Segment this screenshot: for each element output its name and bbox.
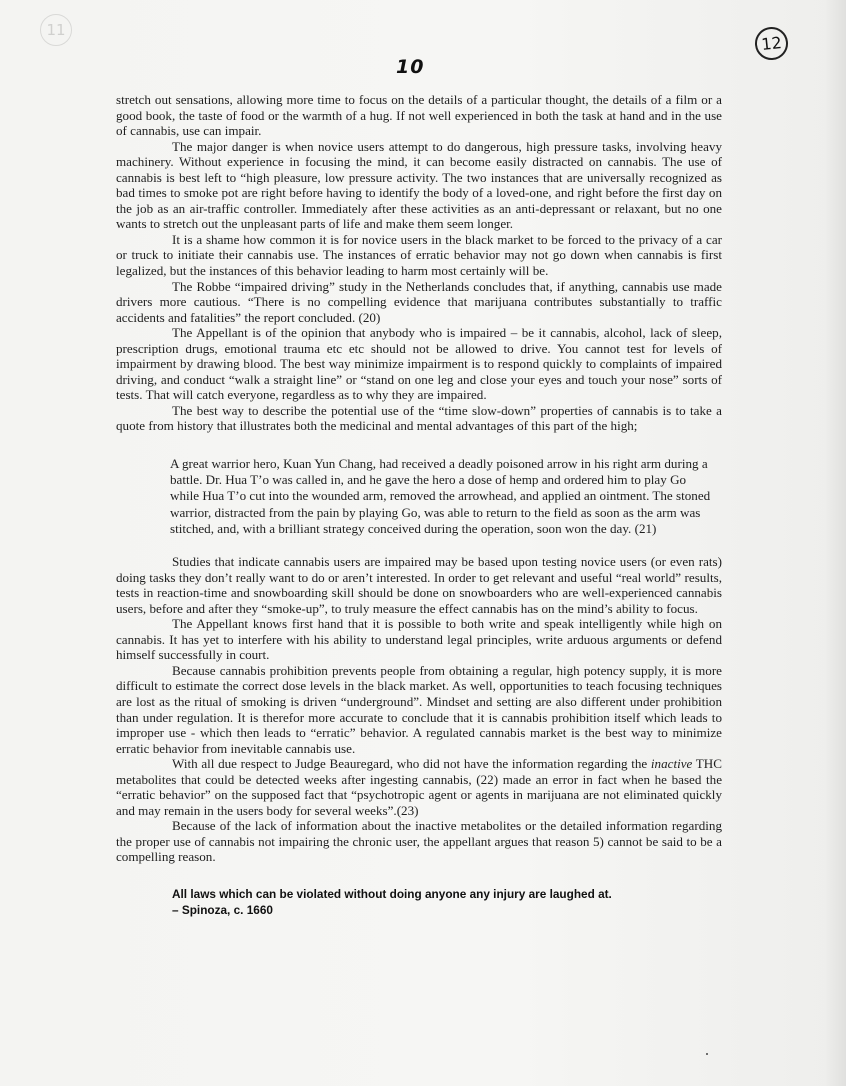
paragraph-6: The best way to describe the potential use of the “time slow-down” properties of cannabis is to take a quote from history that illustrates both the medicinal and mental advantages of this part of the high; [116,402,722,434]
faint-number-text: 11 [46,21,66,39]
paragraph-10 [116,756,722,818]
epigraph-quote: All laws which can be violated without doing anyone any injury are laughed at. [172,886,612,901]
page-number: 10 [396,56,425,78]
paragraph-11: Because of the lack of information about the inactive metabolites or the detailed information regarding the proper use of cannabis not impairing the chronic user, the appellant argues that reason 5) cannot be said to be a compelling reason. [116,818,722,865]
judge-text-emphasis: inactive [650,756,693,772]
circled-number-text: 12 [760,32,783,55]
paragraph-3: It is a shame how common it is for novice users in the black market to be forced to the privacy of a car or truck to initiate their cannabis use. The instances of erratic behavior may not go down when cannabis is first legalized, but the instances of this behavior leading to harm most certainly will be. [116,231,722,279]
paragraph-8: The Appellant knows first hand that it is possible to both write and speak intelligently while high on cannabis. It has yet to interfere with his ability to understand legal principles, write arduous arguments or defend himself successfully in court. [116,616,722,663]
document-body [116,92,722,918]
paragraph-4: The Robbe “impaired driving” study in the Netherlands concludes that, if anything, cannabis use made drivers more cautious. “There is no compelling evidence that marijuana contributes substantially to traffic accidents and fatalities” the report concluded. (20) [116,278,722,325]
block-quote: A great warrior hero, Kuan Yun Chang, had received a deadly poisoned arrow in his right arm during a battle. Dr. Hua T’o was called in, and he gave the hero a dose of hemp and ordered him to play Go while Hua T’o cut into the wounded arm, removed the arrowhead, and applied an ointment. The stoned warrior, distracted from the pain by playing Go, was able to return to the field as soon as the arm was stitched, and, with a brilliant strategy conceived during the operation, soon won the day. (21) [170,456,711,536]
judge-text-after: THC metabolites that could be detected weeks after ingesting cannabis, (22) made an error in fact when he based the “erratic behavior” on the supposed fact that “psychotropic agent or agents in marijuana are not eliminated quickly and may remain in the users body for several weeks”.(23) [116,756,722,818]
handwritten-circled-page-number [753,25,789,61]
epigraph [172,886,722,918]
faint-circled-page-number [40,14,72,46]
paragraph-5: The Appellant is of the opinion that anybody who is impaired – be it cannabis, alcohol, lack of sleep, prescription drugs, emotional trauma etc etc should not be allowed to drive. You cannot test for levels of impairment by drawing blood. The best way minimize impairment is to respond quickly to complaints of impaired driving, and conduct “walk a straight line” or “stand on one leg and close your eyes and touch your nose” sorts of tests. That will catch everyone, regardless as to why they are impaired. [116,325,722,403]
judge-text-before: With all due respect to Judge Beauregard, who did not have the information regarding the [172,756,651,772]
paragraph-9: Because cannabis prohibition prevents people from obtaining a regular, high potency supply, it is more difficult to estimate the correct dose levels in the black market. As well, opportunities to teach focusing techniques are lost as the ritual of smoking is driven “underground”. Mindset and setting are also different under prohibition than under regulation. It is therefor more accurate to conclude that it is cannabis prohibition itself which leads to improper use - which then leads to “erratic” behavior. A regulated cannabis market is the best way to minimize erratic behavior from inevitable cannabis use. [116,662,722,756]
page-edge-shadow [824,0,846,1086]
epigraph-attribution: – Spinoza, c. 1660 [172,902,273,917]
paragraph-2: The major danger is when novice users attempt to do dangerous, high pressure tasks, involving heavy machinery. Without experience in focusing the mind, it can become easily distracted on cannabis. The use of cannabis is best left to “high pleasure, low pressure activity. The two instances that are universally recognized as bad times to smoke pot are right before having to identify the body of a loved-one, and right before the first day on the job as an air-traffic controller. Immediately after these activities as an anti-depressant or relaxant, but no one wants to stretch out the unpleasant parts of life and make them seem longer. [116,138,722,232]
paragraph-7: Studies that indicate cannabis users are impaired may be based upon testing novice users (or even rats) doing tasks they don’t really want to do or aren’t interested. In order to get relevant and useful “real world” results, tests in reaction-time and snowboarding skill should be done on snowboarders who are well-experienced cannabis users, before and after they “smoke-up”, to truly measure the effect cannabis has on the mind’s ability to focus. [116,554,722,616]
speck-mark [706,1053,708,1055]
paragraph-1: stretch out sensations, allowing more time to focus on the details of a particular thought, the details of a film or a good book, the taste of food or the warmth of a hug. If not well experienced in both the task at hand and in the use of cannabis, use can impair. [116,92,722,139]
